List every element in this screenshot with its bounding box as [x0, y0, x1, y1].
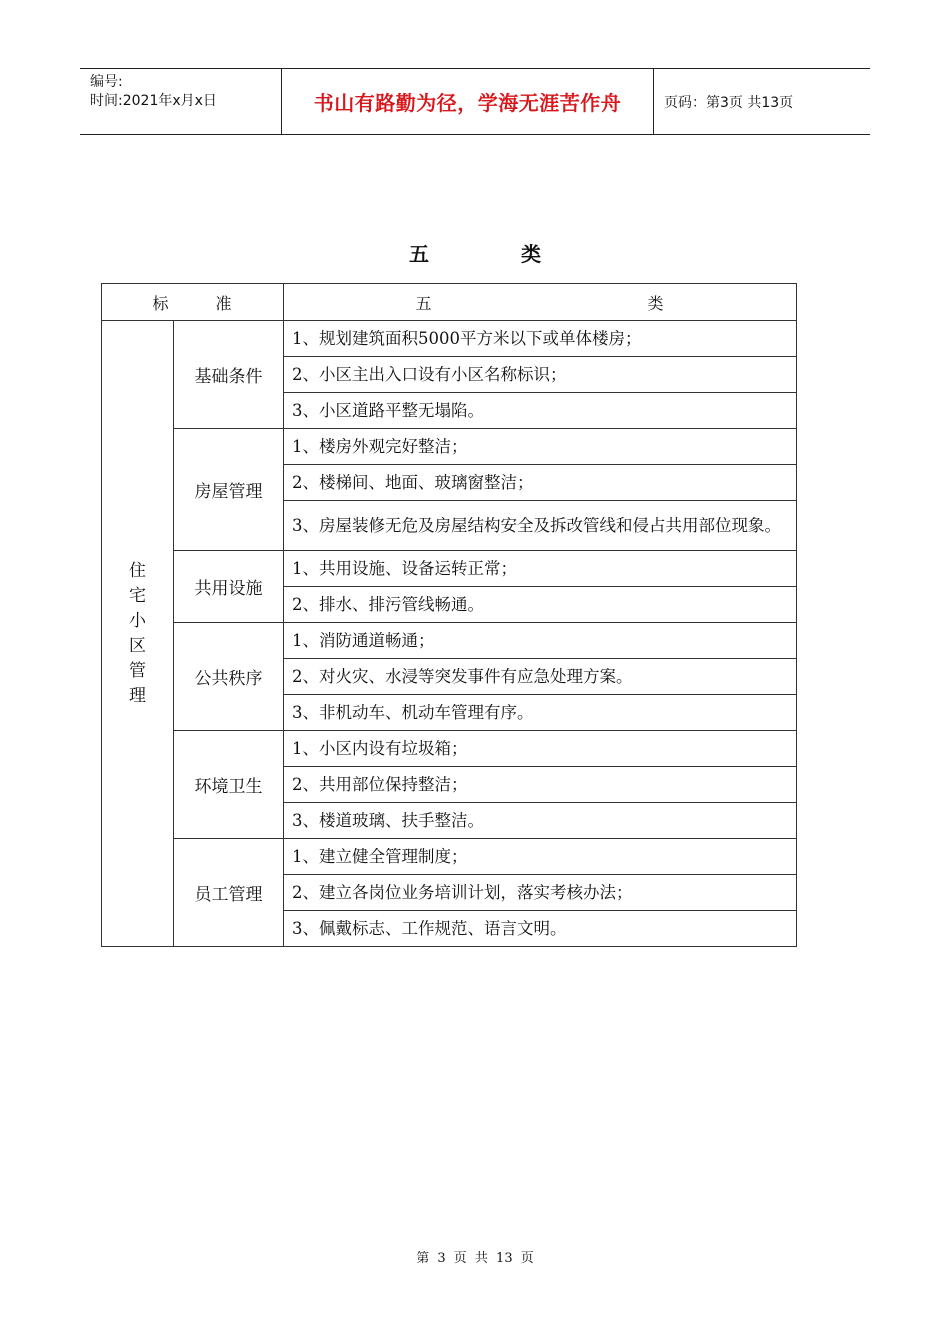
document-header	[80, 68, 870, 135]
group-item: 2、小区主出入口设有小区名称标识；	[284, 357, 797, 393]
standards-table	[101, 283, 797, 947]
group-item: 1、规划建筑面积5000平方米以下或单体楼房；	[284, 321, 797, 357]
header-standard	[102, 284, 284, 321]
table-row	[102, 731, 797, 767]
header-class-a: 五	[415, 293, 433, 313]
group-item: 3、佩戴标志、工作规范、语言文明。	[284, 911, 797, 947]
group-item: 3、房屋装修无危及房屋结构安全及拆改管线和侵占共用部位现象。	[284, 501, 797, 551]
group-name: 公共秩序	[174, 623, 284, 731]
header-page-info: 页码：第3页 共13页	[664, 94, 794, 111]
category-char: 宅	[129, 585, 146, 606]
group-name: 基础条件	[174, 321, 284, 429]
group-item: 1、小区内设有垃圾箱；	[284, 731, 797, 767]
group-name: 房屋管理	[174, 429, 284, 551]
table-row	[102, 321, 797, 357]
table-header-row	[102, 284, 797, 321]
group-item: 1、消防通道畅通；	[284, 623, 797, 659]
header-class	[284, 284, 797, 321]
category-cell	[102, 321, 174, 947]
group-name: 员工管理	[174, 839, 284, 947]
category-char: 区	[129, 635, 146, 656]
category-char: 住	[129, 560, 146, 581]
header-meta	[80, 69, 282, 134]
category-char: 管	[129, 660, 146, 681]
header-motto: 书山有路勤为径，学海无涯苦作舟	[313, 91, 622, 115]
time-label: 时间:2021年x月x日	[90, 93, 217, 109]
page-title	[0, 238, 950, 267]
group-item: 3、小区道路平整无塌陷。	[284, 393, 797, 429]
title-right: 类	[521, 242, 541, 266]
header-standard-b: 准	[215, 293, 233, 313]
group-item: 1、共用设施、设备运转正常；	[284, 551, 797, 587]
group-name: 环境卫生	[174, 731, 284, 839]
table-row	[102, 839, 797, 875]
table-row	[102, 551, 797, 587]
group-name: 共用设施	[174, 551, 284, 623]
group-item: 2、楼梯间、地面、玻璃窗整洁；	[284, 465, 797, 501]
group-item: 1、楼房外观完好整洁；	[284, 429, 797, 465]
group-item: 1、建立健全管理制度；	[284, 839, 797, 875]
category-char: 小	[129, 610, 146, 631]
group-item: 2、建立各岗位业务培训计划，落实考核办法；	[284, 875, 797, 911]
group-item: 2、排水、排污管线畅通。	[284, 587, 797, 623]
header-motto-cell	[282, 69, 654, 134]
group-item: 2、对火灾、水浸等突发事件有应急处理方案。	[284, 659, 797, 695]
table-row	[102, 623, 797, 659]
page-footer: 第 3 页 共 13 页	[416, 1251, 534, 1266]
group-item: 3、楼道玻璃、扶手整洁。	[284, 803, 797, 839]
table-row	[102, 429, 797, 465]
group-item: 3、非机动车、机动车管理有序。	[284, 695, 797, 731]
header-class-b: 类	[647, 293, 665, 313]
title-left: 五	[409, 242, 429, 266]
category-char: 理	[129, 685, 146, 706]
header-standard-a: 标	[152, 293, 170, 313]
number-label: 编号:	[90, 74, 123, 90]
group-item: 2、共用部位保持整洁；	[284, 767, 797, 803]
